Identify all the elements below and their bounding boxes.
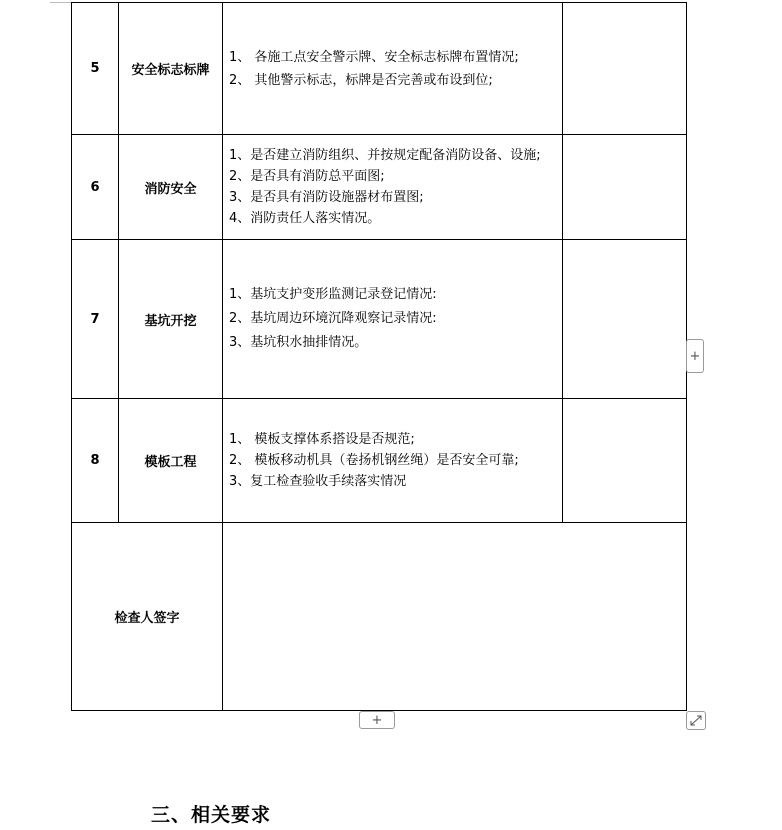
table-row	[72, 135, 687, 240]
row-number: 8	[72, 399, 119, 523]
row-number: 5	[72, 3, 119, 135]
inspection-table	[71, 2, 687, 711]
check-item: 2、是否具有消防总平面图;	[229, 169, 385, 184]
table-row	[72, 3, 687, 135]
add-column-button[interactable]	[686, 339, 704, 373]
check-item: 3、复工检查验收手续落实情况	[229, 474, 407, 489]
check-item: 2、基坑周边环境沉降观察记录情况:	[229, 311, 437, 326]
row-number: 7	[72, 240, 119, 399]
check-item: 3、基坑积水抽排情况。	[229, 335, 368, 350]
add-row-button[interactable]	[359, 711, 395, 729]
row-category: 模板工程	[119, 399, 223, 523]
row-check-items[interactable]	[223, 3, 563, 135]
check-item: 1、是否建立消防组织、并按规定配备消防设备、设施;	[229, 148, 541, 163]
row-result-cell[interactable]	[563, 399, 687, 523]
resize-diagonal-icon	[687, 712, 705, 729]
signature-cell[interactable]	[223, 523, 687, 711]
row-category: 消防安全	[119, 135, 223, 240]
section-heading: 三、相关要求	[151, 804, 272, 826]
table-edge-stub	[50, 0, 72, 3]
row-check-items[interactable]	[223, 135, 563, 240]
row-result-cell[interactable]	[563, 3, 687, 135]
row-category: 基坑开挖	[119, 240, 223, 399]
check-item: 4、消防责任人落实情况。	[229, 211, 381, 226]
row-number: 6	[72, 135, 119, 240]
check-item: 1、基坑支护变形监测记录登记情况:	[229, 287, 437, 302]
signature-label: 检查人签字	[72, 523, 223, 711]
table-row	[72, 399, 687, 523]
check-item: 1、 各施工点安全警示牌、安全标志标牌布置情况;	[229, 49, 519, 65]
table-row	[72, 240, 687, 399]
row-check-items[interactable]	[223, 399, 563, 523]
plus-icon: +	[371, 712, 383, 728]
check-item: 2、 其他警示标志，标牌是否完善或布设到位;	[229, 72, 493, 88]
row-category: 安全标志标牌	[119, 3, 223, 135]
table-resize-handle[interactable]	[686, 711, 706, 730]
row-result-cell[interactable]	[563, 135, 687, 240]
check-item: 2、 模板移动机具（卷扬机钢丝绳）是否安全可靠;	[229, 453, 519, 468]
check-item: 1、 模板支撑体系搭设是否规范;	[229, 432, 415, 447]
row-check-items[interactable]	[223, 240, 563, 399]
signature-row	[72, 523, 687, 711]
plus-icon: +	[689, 348, 701, 364]
row-result-cell[interactable]	[563, 240, 687, 399]
check-item: 3、是否具有消防设施器材布置图;	[229, 190, 424, 205]
